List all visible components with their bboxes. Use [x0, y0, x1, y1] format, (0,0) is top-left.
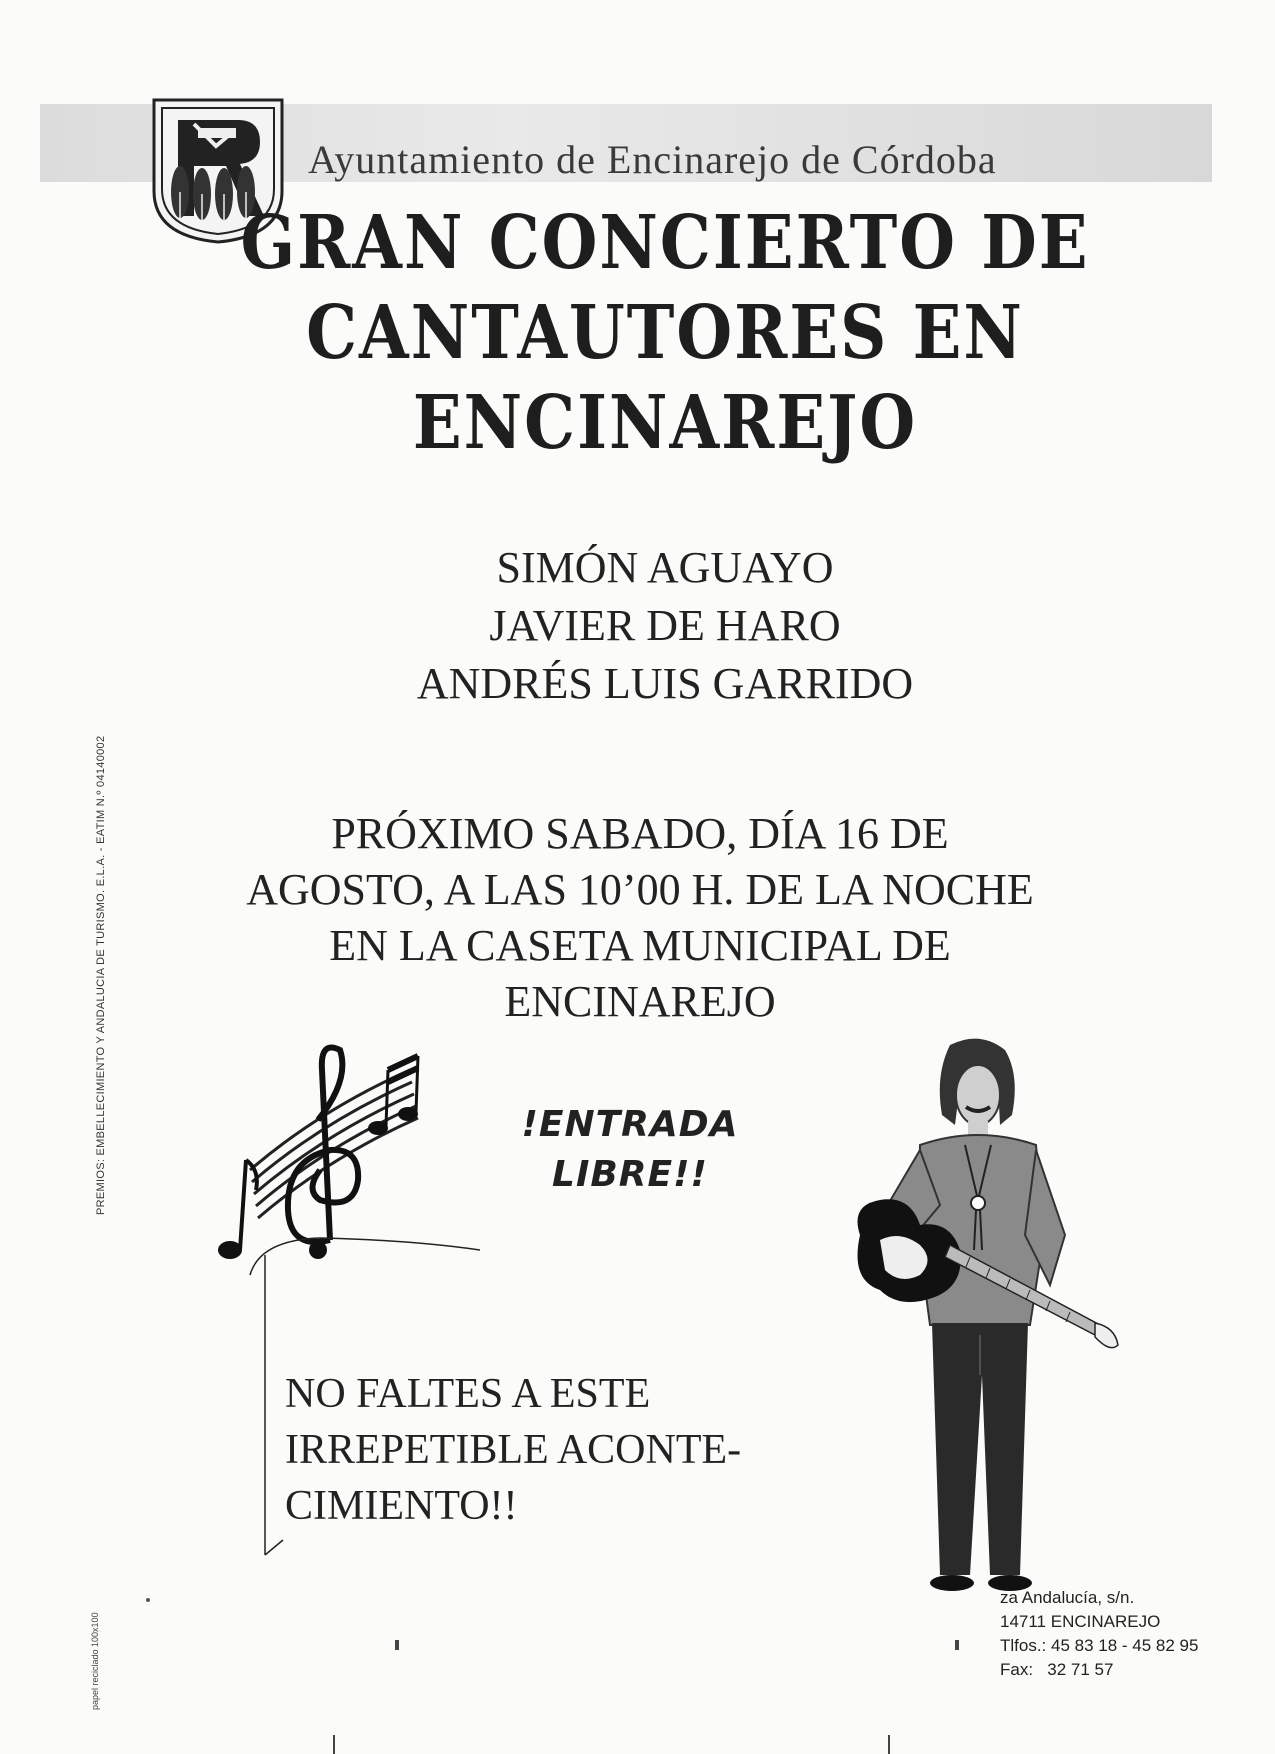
contact-fax: 32 71 57 [1047, 1660, 1114, 1679]
contact-address: za Andalucía, s/n. [1000, 1588, 1135, 1607]
artist-2: JAVIER DE HARO [489, 601, 841, 650]
side-awards-text: PREMIOS: EMBELLECIMIENTO Y ANDALUCIA DE TURISMO. E.L.A. - EATIM N.º 04140002 [95, 735, 107, 1215]
contact-phones: Tlfos.: 45 83 18 - 45 82 95 [1000, 1636, 1199, 1655]
event-line-3: EN LA CASETA MUNICIPAL DE [329, 921, 951, 970]
event-line-1: PRÓXIMO SABADO, DÍA 16 DE [331, 809, 949, 858]
contact-fax-label: Fax: [1000, 1660, 1034, 1679]
title-line-2: CANTAUTORES EN [306, 290, 1024, 377]
artist-1: SIMÓN AGUAYO [496, 543, 834, 592]
free-entry-line-1: !ENTRADA [521, 1104, 739, 1145]
title-line-1: GRAN CONCIERTO DE [240, 200, 1090, 287]
organization-name: Ayuntamiento de Encinarejo de Córdoba [308, 137, 997, 182]
title-line-3: ENCINAREJO [412, 380, 918, 467]
free-entry-line-2: LIBRE!! [552, 1154, 708, 1195]
contact-city: 14711 ENCINAREJO [1000, 1612, 1161, 1631]
cta-line-3: CIMIENTO!! [285, 1483, 518, 1529]
recycled-paper-note: papel reciclado 100x100 [90, 1612, 100, 1710]
event-line-4: ENCINAREJO [504, 977, 776, 1026]
cta-line-2: IRREPETIBLE ACONTE- [285, 1427, 742, 1473]
event-line-2: AGOSTO, A LAS 10’00 H. DE LA NOCHE [246, 865, 1034, 914]
artist-3: ANDRÉS LUIS GARRIDO [416, 659, 914, 708]
cta-line-1: NO FALTES A ESTE [285, 1371, 651, 1417]
